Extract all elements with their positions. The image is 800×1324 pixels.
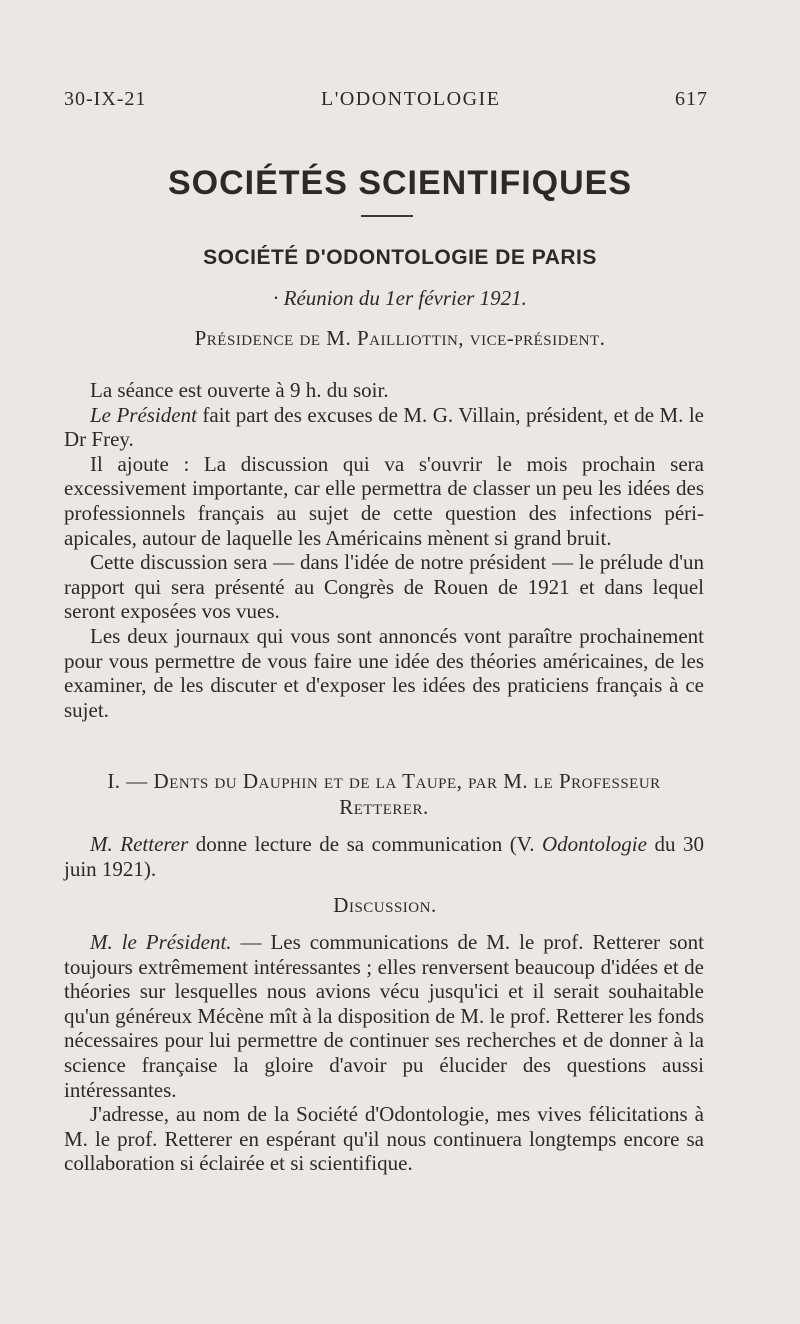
paragraph: J'adresse, au nom de la Société d'Odontologie, mes vives félicitations à M. le prof. Retterer en espérant qu'il nous continuera longtemps encore sa collaboration si éclairée et si scientifique. <box>64 1102 704 1176</box>
paragraph-text: — Les communications de M. le prof. Retterer sont toujours extrêmement intéressantes ; elles renversent beaucoup d'idées et de théories sur lesquelles nous avions vécu jusqu'ici et il serait souhaitable qu'un généreux Mécène mît à la disposition de M. le prof. Retterer les fonds nécessaires pour lui permettre de continuer ses recherches et de donner à la science française la gloire d'avoir pu élucider des questions aussi intéressantes. <box>64 930 704 1102</box>
journal-reference: Odontologie <box>541 832 647 856</box>
presidency-line: Présidence de M. Pailliottin, vice-président. <box>194 326 606 350</box>
title-divider <box>361 215 413 217</box>
communication-reading <box>64 832 704 881</box>
paragraph <box>64 403 704 452</box>
issue-date: 30-IX-21 <box>64 88 147 110</box>
speaker-name: Le Président <box>90 402 197 427</box>
section-heading-line: Retterer. <box>339 795 429 819</box>
page-number: 617 <box>675 88 708 110</box>
meeting-date: · Réunion du 1er février 1921. <box>273 286 527 310</box>
paragraph <box>64 930 704 1102</box>
discussion-text <box>64 930 704 1176</box>
section-heading <box>64 768 704 820</box>
paragraph-text: fait part des excuses de M. G. Villain, président, et de M. le Dr Frey. <box>64 402 705 452</box>
paragraph <box>64 832 704 881</box>
paragraph: Les deux journaux qui vous sont annoncés vont paraître prochainement pour vous permettre de vous faire une idée des théories américaines, de les examiner, de les discuter et d'exposer les idées des praticiens français à ce sujet. <box>64 623 704 722</box>
paragraph: La séance est ouverte à 9 h. du soir. <box>90 378 389 402</box>
journal-name: L'ODONTOLOGIE <box>321 88 501 110</box>
speaker-name: M. le Président. <box>90 930 232 954</box>
paragraph-text: du 30 juin 1921). <box>64 832 704 881</box>
section-heading-line: I. — Dents du Dauphin et de la Taupe, par M. le Professeur <box>107 769 661 793</box>
speaker-name: M. Retterer <box>90 832 189 856</box>
opening-remarks <box>64 378 704 722</box>
running-header <box>64 88 708 111</box>
page-title: SOCIÉTÉS SCIENTIFIQUES <box>167 164 633 202</box>
paragraph: Il ajoute : La discussion qui va s'ouvrir le mois prochain sera excessivement importante, car elle permettra de classer un peu les idées des professionnels français au sujet de cette question des infections péri-apicales, autour de laquelle les Américains mènent si grand bruit. <box>64 451 704 550</box>
society-heading: SOCIÉTÉ D'ODONTOLOGIE DE PARIS <box>203 246 597 269</box>
paragraph: Cette discussion sera — dans l'idée de notre président — le prélude d'un rapport qui sera présenté au Congrès de Rouen de 1921 et dans lequel seront exposées vos vues. <box>64 550 704 624</box>
paragraph-text: donne lecture de sa communication (V. <box>188 832 542 856</box>
discussion-heading: Discussion. <box>333 893 437 917</box>
